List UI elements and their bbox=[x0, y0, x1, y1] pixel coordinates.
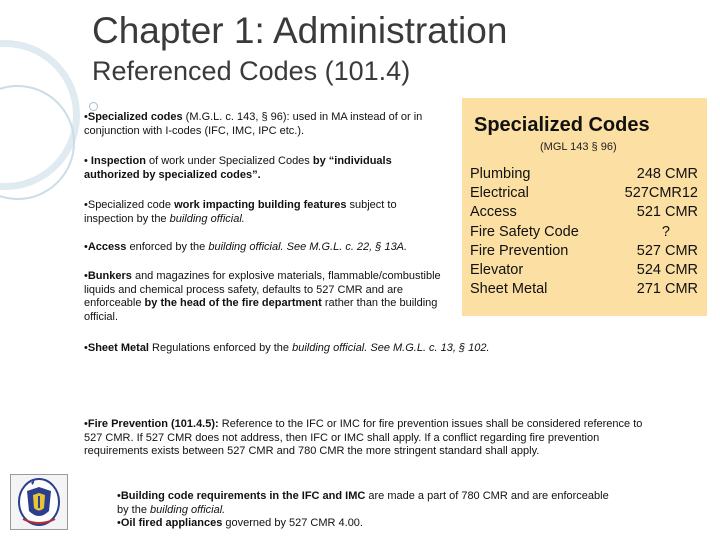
body-text: enforced by the bbox=[126, 241, 209, 253]
body-text: (M.G.L. c. 143, § 96): used in MA instead of or in conjunction with I-codes (IFC, IMC, IPC etc.). bbox=[84, 111, 423, 137]
code-name: Elevator bbox=[470, 262, 524, 279]
bullet: • bbox=[84, 418, 88, 430]
code-row bbox=[470, 203, 698, 222]
bullet: • bbox=[117, 490, 121, 502]
code-reference: 271 CMR bbox=[636, 281, 698, 298]
bullet: •Specialized code bbox=[84, 199, 175, 211]
bold-text: work impacting building features bbox=[174, 199, 347, 211]
seal-graphic bbox=[11, 475, 67, 529]
bullet: • bbox=[84, 241, 88, 253]
bold-text: Sheet Metal bbox=[87, 342, 149, 354]
code-row bbox=[470, 280, 698, 299]
code-name: Plumbing bbox=[470, 166, 531, 182]
code-reference: 527CMR12 bbox=[624, 185, 698, 202]
bold-text: Access bbox=[87, 241, 127, 253]
bold-text: Fire Prevention (101.4.5): bbox=[87, 418, 219, 430]
sheet-metal-paragraph bbox=[84, 342, 644, 356]
code-name: Electrical bbox=[470, 185, 529, 202]
bullet: • bbox=[84, 270, 88, 282]
body-text: Reference to the IFC or IMC for fire prevention issues shall be considered reference to 527 CMR. If 527 CMR does not address, then IFC or IMC shall apply. If a conflict regarding fire prevention requirements exists between 527 CMR and 780 CMR the more stringent standard shall apply. bbox=[84, 418, 643, 457]
code-reference: ? bbox=[661, 223, 670, 240]
commonwealth-of-massachusetts-seal-icon bbox=[10, 474, 68, 530]
code-row bbox=[470, 223, 698, 242]
panel-subtitle: (MGL 143 § 96) bbox=[540, 141, 617, 153]
body-text: are made a part of 780 CMR and are enforceable by the bbox=[117, 490, 609, 516]
code-name: Access bbox=[470, 204, 517, 221]
bold-text: by “individuals authorized by specialized codes”. bbox=[84, 155, 392, 181]
code-name: Fire Prevention bbox=[470, 242, 569, 259]
bunkers-paragraph bbox=[84, 270, 449, 324]
building-features-paragraph bbox=[84, 199, 439, 226]
italic-text: . See M.G.L. c. 13, § 102. bbox=[364, 342, 490, 354]
decorative-dot bbox=[89, 102, 98, 111]
access-paragraph bbox=[84, 241, 449, 255]
code-reference: 524 CMR bbox=[636, 262, 698, 279]
specialized-codes-panel bbox=[462, 98, 707, 316]
specialized-codes-paragraph bbox=[84, 111, 439, 138]
bullet: • bbox=[84, 111, 88, 123]
building-code-requirements-paragraph bbox=[117, 490, 617, 531]
italic-text: building official. bbox=[150, 503, 226, 516]
bold-text: Specialized codes bbox=[87, 111, 183, 123]
body-text: rather than bbox=[321, 297, 382, 309]
code-row bbox=[470, 242, 698, 261]
code-row bbox=[470, 261, 698, 280]
slide-title: Chapter 1: Administration bbox=[92, 10, 508, 51]
slide-subtitle: Referenced Codes (101.4) bbox=[92, 56, 411, 86]
bold-text: by the head of the fire department bbox=[144, 297, 322, 309]
body-text: Regulations enforced by the bbox=[149, 342, 293, 354]
code-name: Fire Safety Code bbox=[470, 223, 579, 240]
bold-text: Bunkers bbox=[87, 270, 132, 282]
code-reference: 527 CMR bbox=[636, 242, 698, 259]
panel-title: Specialized Codes bbox=[474, 114, 650, 136]
body-text: governed by 527 CMR 4.00. bbox=[222, 517, 363, 529]
code-row bbox=[470, 184, 698, 203]
bold-text: Oil fired appliances bbox=[120, 517, 223, 529]
inspection-paragraph bbox=[84, 155, 439, 182]
code-row bbox=[470, 165, 698, 184]
body-text: of work under Specialized Codes bbox=[145, 155, 313, 167]
bullet: • bbox=[84, 342, 88, 354]
bullet: • bbox=[117, 517, 121, 529]
code-name: Sheet Metal bbox=[470, 281, 548, 298]
italic-text: building official. See M.G.L. c. 22, § 13A. bbox=[208, 241, 408, 253]
bold-text: Building code requirements in the IFC and IMC bbox=[120, 490, 366, 502]
italic-text: building official bbox=[292, 342, 365, 354]
body-text: subject to inspection by the bbox=[84, 199, 397, 225]
bold-text: Inspection bbox=[90, 155, 146, 167]
code-reference: 521 CMR bbox=[636, 204, 698, 221]
body-text: the building official. bbox=[84, 297, 438, 323]
italic-text: building official. bbox=[169, 212, 245, 225]
bullet: • bbox=[84, 155, 91, 167]
codes-list bbox=[470, 165, 698, 299]
body-text: and magazines for explosive materials, flammable/combustible liquids and chemical process safety, defaults to 527 CMR and are enforceable bbox=[84, 270, 441, 309]
fire-prevention-paragraph bbox=[84, 418, 654, 459]
code-reference: 248 CMR bbox=[636, 166, 698, 182]
